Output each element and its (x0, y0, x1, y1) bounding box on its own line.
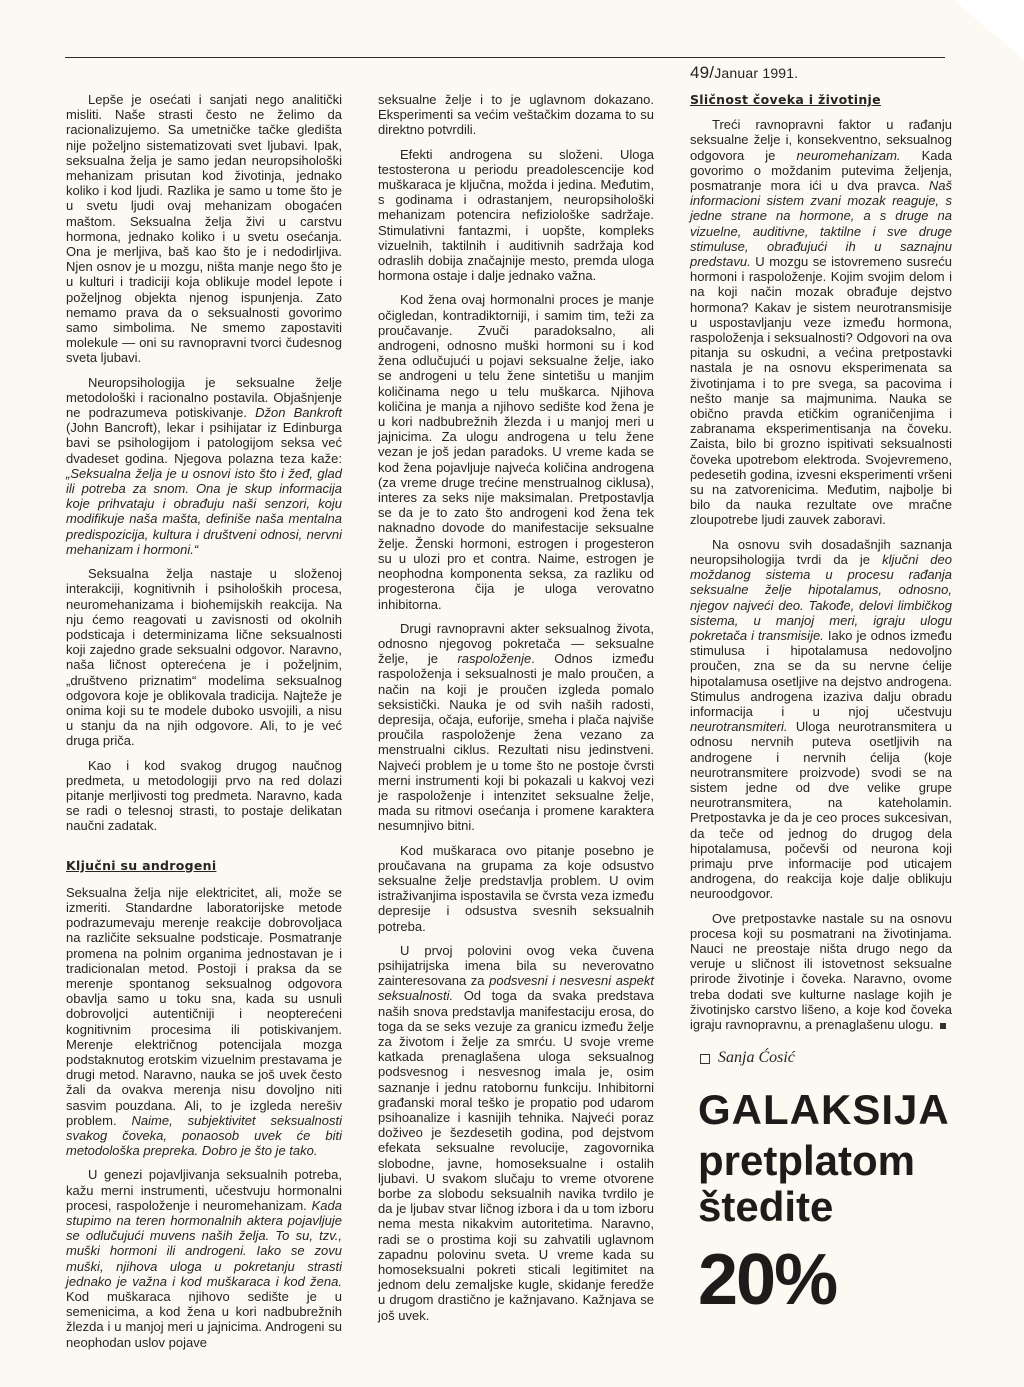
article-column-3 (690, 92, 952, 1065)
author-signature (700, 1050, 952, 1065)
paragraph: seksualne želje i to je uglavnom dokazano. Eksperimenti sa većim veštačkim dozama to su direktno potvrdili. (378, 92, 654, 138)
ad-line-2: pretplatom (698, 1137, 916, 1184)
issue-number: 49/ (690, 63, 715, 82)
paragraph: Neuropsihologija je seksualne želje metodološki i racionalno postavila. Objašnjenje ne podrazumeva potiskivanje. Džon Bankroft (John Bancroft), lekar i psihijatar iz Edinburga bavi se psihologijom i patologijom seksa već dvadeset godina. Njegova polazna teza kaže: „Seksualna želja je u osnovi isto što i žeđ, glad ili potreba za snom. Ona je skup informacija koje prihvataju i obrađuju naši senzori, koju modifikuje naša mašta, definiše naša mentalna predispozicija, kultura i društveni odnosi, nervni mehanizam i hormoni.“ (66, 374, 343, 557)
paragraph: Kod muškaraca ovo pitanje posebno je proučavana na grupama za koje odsustvo seksualne želje predstavlja problem. U ovim istraživanjima ispostavila se čvrsta veza između depresije i odsustva svesnih seksualnih potreba. (378, 842, 654, 934)
paragraph: U genezi pojavljivanja seksualnih potreba, kažu merni instrumenti, učestvuju hormonalni procesi, raspoloženje i neuromehanizam. Kada stupimo na teren hormonalnih aktera pojavljuje se odlučujući muvens naših želja. To su, tzv., muški hormoni ili androgeni. Iako se zovu muški, njihova uloga u pokretanju strasti jednako je važna i kod muškaraca i kod žena. Kod muškaraca njihovo sedište je u semenicima, a kod žena u kori nadbubrežnih žlezda i u manjoj meri u jajnicima. Androgeni su neophodan uslov pojave (66, 1167, 342, 1350)
header-rule (65, 57, 945, 58)
issue-label (690, 63, 798, 83)
ad-line-brand: GALAKSIJA (698, 1086, 950, 1133)
scan-corner (954, 0, 1024, 60)
paragraph: Seksualna želja nije elektricitet, ali, može se izmeriti. Standardne laboratorijske metode podrazumevaju merenje reakcije dobrovoljaca na različite seksualne podsticaje. Posmatranje promena na polnim organima jednostavan je i tradicionalan metod. Postoji i praksa da se merenje spontanog seksualnog odgovora obavlja samo u toku sna, kada su usnuli dobrovoljci autentičniji i neopterećeni kognitivnim procesima ili potiskivanjem. Merenje električnog potencijala mozga podstaknutog erotskim vizuelnim prestavama je drugi metod. Naravno, nauka se još uvek često žali da ovakva merenja nisu dovoljno niti sasvim pouzdana. Ali, to je izgleda nerešiv problem. Naime, subjektivitet seksualnosti svakog čoveka, ponaosob uvek će biti metodološka prepreka. Dobro je što je tako. (66, 884, 342, 1159)
paragraph: Efekti androgena su složeni. Uloga testosterona u periodu preadolescencije kod muškaraca je ključna, možda i jedina. Međutim, s godinama i odrastanjem, neuropsihološki mehanizam potencira nefiziološke sadržaje. Stimulativni fantazmi, i uopšte, kompleks vizuelnih, taktilnih i auditivnih sadržaja kod odraslih dobija značajnije mesto, premda uloga hormona ostaje i dalje jednako važna. (378, 146, 654, 284)
paragraph: Lepše je osećati i sanjati nego analitički misliti. Naše strasti često ne želimo da racionalizujemo. Sa umetničke tačke gledišta nije poželjno sistematizovati svet ljubavi. Ipak, seksualna želja je samo jedan neuropsihološki mehanizam prisutan kod životinja, jednako koliko i kod ljudi. Razlika je samo u tome što je u svetu ljudi ovaj mehanizam obogaćen maštom. Seksualna želja živi u carstvu hormona, jednako koliko i u svetu osećanja. Ona je merljiva, baš kao što je i nedodirljiva. Njen osnov je u mozgu, ništa manje nego što je u kulturi i tradiciji koja oblikuje model lepote i poželjnog objekta njenog ispunjenja. Zato nemamo prava da o seksualnosti govorimo samo simbolima. Ne smemo zapostaviti molekule — oni su ravnopravni tvorci čudesnog sveta ljubavi. (66, 92, 342, 366)
paragraph: Na osnovu svih dosadašnjih saznanja neuropsihologija tvrdi da je ključni deo moždanog sistema u procesu rađanja seksualne želje hipotalamus, odnosno, njegov najveći deo. Takođe, delovi limbičkog sistema, u manjoj meri, igraju ulogu pokretača i transmisije. Iako je odnos između stimulusa i hipotalamusa nedovoljno proučen, zna se da su nervne ćelije hipotalamusa osetljive na dejstvo androgena. Stimulus androgena izaziva dalju obradu informacija i u njoj učestvuju neurotransmiteri. Uloga neurotransmitera u odnosu nervnih puteva osetljivih na androgene i nervnih ćelija (koje neurotransmitere proizvode) svodi se na sistem jedne od dve velike grupe neurotransmitera, na kateholamin. Pretpostavka je da je ceo proces sukcesivan, da teče od jednog do drugog dela hipotalamusa, počevši od neurona koji primaju prve informacije pod uticajem androgena, do reakcija koje dalje oblikuju neuroodgovor. (690, 536, 952, 902)
ad-line-3: štedite (698, 1183, 834, 1230)
end-mark-icon (940, 1023, 946, 1029)
paragraph: Seksualna želja nastaje u složenoj interakciji, kognitivnih i psiholoških procesa, neuromehanizama i biohemijskih reakcija. Na nju ćemo reagovati u zavisnosti od okolnih podsticaja i determinizama lične seksualnosti koji zajedno grade seksualni odgovor. Naravno, naša ličnost opterećena je i poželjnim, „društveno priznatim“ modelima seksualnog odgovora koje je oblikovala tradicija. Najteže je onima koji su te modele duboko usvojili, a nisu u stanju da na njih odgovore. Ali, to je već druga priča. (66, 566, 342, 749)
section-heading: Ključni su androgeni (66, 857, 217, 873)
article-column-1 (66, 92, 342, 1359)
author-name: Sanja Ćosić (718, 1049, 795, 1067)
paragraph: Drugi ravnopravni akter seksualnog života, odnosno njegovog pokretača — seksualne želje, je raspoloženje. Odnos između raspoloženja i seksualnosti je malo proučen, a način na koji je proučen izgleda pomalo seksistički. Nauka je od svih naših radosti, depresija, očaja, euforije, smeha i plača najviše proučila raspoloženje žena vezano za menstrualni ciklus. Rezultati nisu jedinstveni. Najveći problem je u tome što ne postoje čvrsti merni instrumenti koji bi pokazali u kakvoj vezi je raspoloženje i intenzitet seksualne želje, mada su ritmovi osećanja i promene karaktera nesumnjivo bitni. (378, 620, 654, 834)
paragraph: Kod žena ovaj hormonalni proces je manje očigledan, kontradiktorniji, i samim tim, teži za proučavanje. Zvuči paradoksalno, ali androgeni, odnosno muški hormoni su i kod žena odlučujući u pojavi seksualne želje, iako se androgeni u telu žene sintetišu u manjim količinama nego u telu muškarca. Njihova količina je manja a njihovo sedište kod žena je u kori nadbubrežnih žlezda i u manjoj meri u jajnicima. Za ulogu androgena u telu žene vezan je još jedan paradoks. U vreme kada se kod žena pojavljuje najveća količina androgena (za vreme druge trećine menstrualnog ciklusa), interes za seks nije maksimalan. Pretpostavlja se da je to zato što androgeni kod žena tek naknadno dovode do manifestacije seksualne želje. Ženski hormoni, estrogen i progesteron su u ulozi pro et contra. Naime, estrogen je neophodna komponenta seksa, za razliku od progesterona čija je uloga verovatno inhibitorna. (378, 292, 654, 612)
issue-date: Januar 1991. (714, 65, 799, 81)
paragraph: Treći ravnopravni faktor u rađanju seksualne želje i, konsekventno, seksualnog odgovora je neuromehanizam. Kada govorimo o moždanim putevima željenja, posmatranje mora ići u dva pravca. Naš informacioni sistem zvani mozak reaguje, s jedne strane na hormone, a s druge na vizuelne, auditivne, taktilne i sve druge stimuluse, obrađujući ih u saznajnu predstavu. U mozgu se istovremeno susreću hormoni i raspoloženje. Kojim svojim delom i na koji način mozak obrađuje dejstvo hormona? Kakav je sistem neurotransmisije u uspostavljanju veze između hormona, raspoloženja i seksualnosti? Odgovori na ova pitanja su oskudni, a većina pretpostavki nastala je na osnovu eksperimenata sa životinjama i to pre svega, sa pacovima i nešto manje sa majmunima. Nauka se obično pravda etičkim ograničenjima i zabranama eksperimentisanja na čoveku. Zaista, bilo bi grozno ispitivati seksualnosti čoveka upotrebom elektroda. Svojevremeno, pedesetih godina, izvesni eksperimenti vršeni su na zatvorenicima. Međutim, najbolje bi bilo da nauka rezultate ove mračne zloupotrebe ljudi zauvek zaboravi. (690, 117, 952, 528)
subscription-ad (698, 1088, 968, 1320)
paragraph: Kao i kod svakog drugog naučnog predmeta, u metodologiji prvo na red dolazi pitanje merljivosti tog predmeta. Naravno, kada se radi o telesnoj strasti, to postaje delikatan naučni zadatak. (66, 757, 342, 834)
paragraph: U prvoj polovini ovog veka čuvena psihijatrijska imena bila su neverovatno zainteresovana za podsvesni i nesvesni aspekt seksualnosti. Od toga da svaka predstava naših snova predstavlja manifestaciju erosa, do toga da se seks vezuje za granicu između želje za životom i želje za smrću. U svoje vreme katkada prenaglašena uloga seksualnog podsvesnog i nesvesnog imala je, osim saznanje i jednu ratobornu funkciju. Inhibitorni građanski moral teško je propatio pod udarom psihoanalize i kasnijih tehnika. Najveći poraz doživeo je šezdesetih godina, pod dejstvom efekata seksualne revolucije, zagovornika slobodne, javne, homoseksualne i ostalih ljubavi. U svakom slučaju to vreme otvorene borbe za slobodu seksualnih navika tvrdilo je da je ljubav stvar ličnog izbora i da u tom izboru nema mesta nikakvim autoritetima. Naravno, radi se o prostima koji su zahvatili uglavnom zapadnu polovinu sveta. U vreme kada su homoseksualni pokreti sticali legitimitet na jednom delu zemaljske kugle, skidanje feredže u drugom drastično je kažnjavano. Kažnjava se još uvek. (378, 942, 654, 1323)
ad-discount: 20% (698, 1240, 837, 1320)
section-heading: Sličnost čoveka i životinje (690, 92, 881, 107)
square-bullet-icon (700, 1054, 710, 1064)
paragraph: Ove pretpostavke nastale su na osnovu procesa koji su posmatrani na životinjama. Nauci ne preostaje ništa drugo nego da veruje u sličnost ili istovetnost seksualne prirode životinje i čoveka. Naravno, ovome treba dodati sve kulturne naslage kojih je životinjsko carstvo lišeno, a koje kod čoveka igraju ravnopravnu, a prenaglašenu ulogu. (690, 910, 952, 1032)
article-column-2 (378, 92, 654, 1332)
